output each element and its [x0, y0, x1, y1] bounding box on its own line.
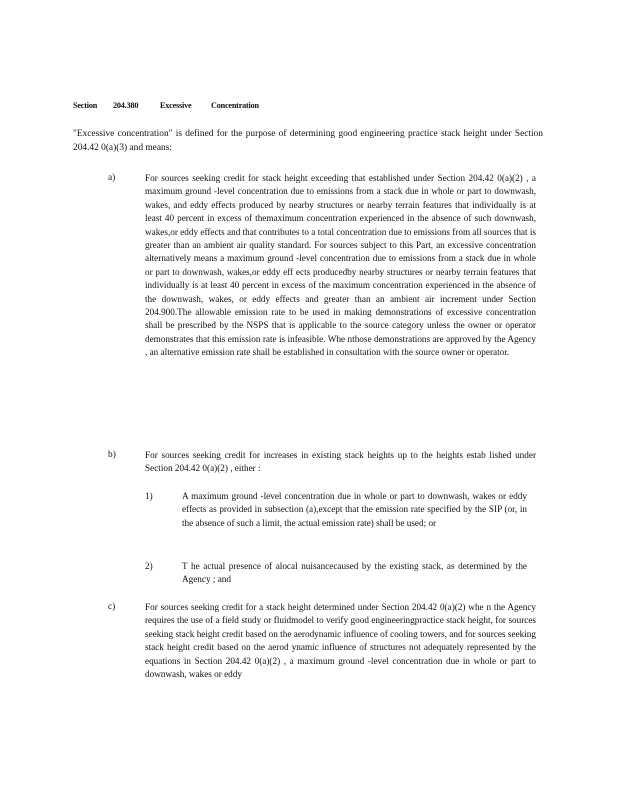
sub-item-label: 1): [145, 491, 153, 501]
section-heading: [73, 101, 259, 110]
section-number: 204.380: [113, 101, 139, 110]
item-text: For sources seeking credit for increases in existing stack heights up to the heights estab lished under Section 204.42 0(a)(2) , either :: [145, 450, 536, 474]
item-text: For sources seeking credit for stack height exceeding that established under Section 204.42 0(a)(2) , a maximum ground -level concentration due to emissions from a stack due in whole or part to downwash, wakes, and eddy effects produced by nearby structures or nearby terrain features that individually is at least 40 percent in excess of themaximum concentration experienced in the absence of such downwash, wakes,or eddy effects and that contributes to a total concentration due to emissions from all sources that is greater than an ambient air quality standard. For sources subject to this Part, an excessive concentration alternatively means a maximum ground -level concentration due to emissions from a stack due in whole or part to downwash, wakes,or eddy eff ects producedby nearby structures or nearby terrain features that individually is at least 40 percent in excess of the maximum concentration experienced in the absence of the downwash, wakes, or eddy effects and greater than an ambient air increment under Section 204.900.The allowable emission rate to be used in making demonstrations of excessive concentration shall be prescribed by the NSPS that is applicable to the source category unless the owner or operator demonstrates that this emission rate is infeasible. Whe nthose demonstrations are approved by the Agency , an alternative emission rate shall be established in consultation with the source owner or operator.: [145, 173, 536, 358]
sub-item-text: A maximum ground -level concentration due in whole or part to downwash, wakes or eddy effects as provided in subsection (a),except that the emission rate specified by the SIP (or, in the absence of such a limit, the actual emission rate) shall be used; or: [182, 491, 527, 528]
definition-intro: "Excessive concentration" is defined for the purpose of determining good engineering practice stack height under Section 204.42 0(a)(3) and means:: [73, 129, 543, 153]
item-label: b): [108, 450, 116, 460]
sub-item-text: T he actual presence of alocal nuisancecaused by the existing stack, as determined by the Agency ; and: [182, 561, 527, 585]
item-label: c): [108, 602, 116, 612]
section-title-word-1: Excessive: [160, 101, 192, 110]
item-label: a): [108, 173, 116, 183]
sub-item-label: 2): [145, 561, 153, 571]
item-text: For sources seeking credit for a stack height determined under Section 204.42 0(a)(2) whe n the Agency requires the use of a field study or fluidmodel to verify good engineeringpractice stack height, for sources seeking stack height credit based on the aerodynamic influence of cooling towers, and for sources seeking stack height credit based on the aerod ynamic influence of structures not adequately represented by the equations in Section 204.42 0(a)(2) , a maximum ground -level concentration due in whole or part to downwash, wakes or eddy: [145, 602, 536, 680]
section-title-word-2: Concentration: [211, 101, 259, 110]
section-word: Section: [73, 101, 98, 110]
